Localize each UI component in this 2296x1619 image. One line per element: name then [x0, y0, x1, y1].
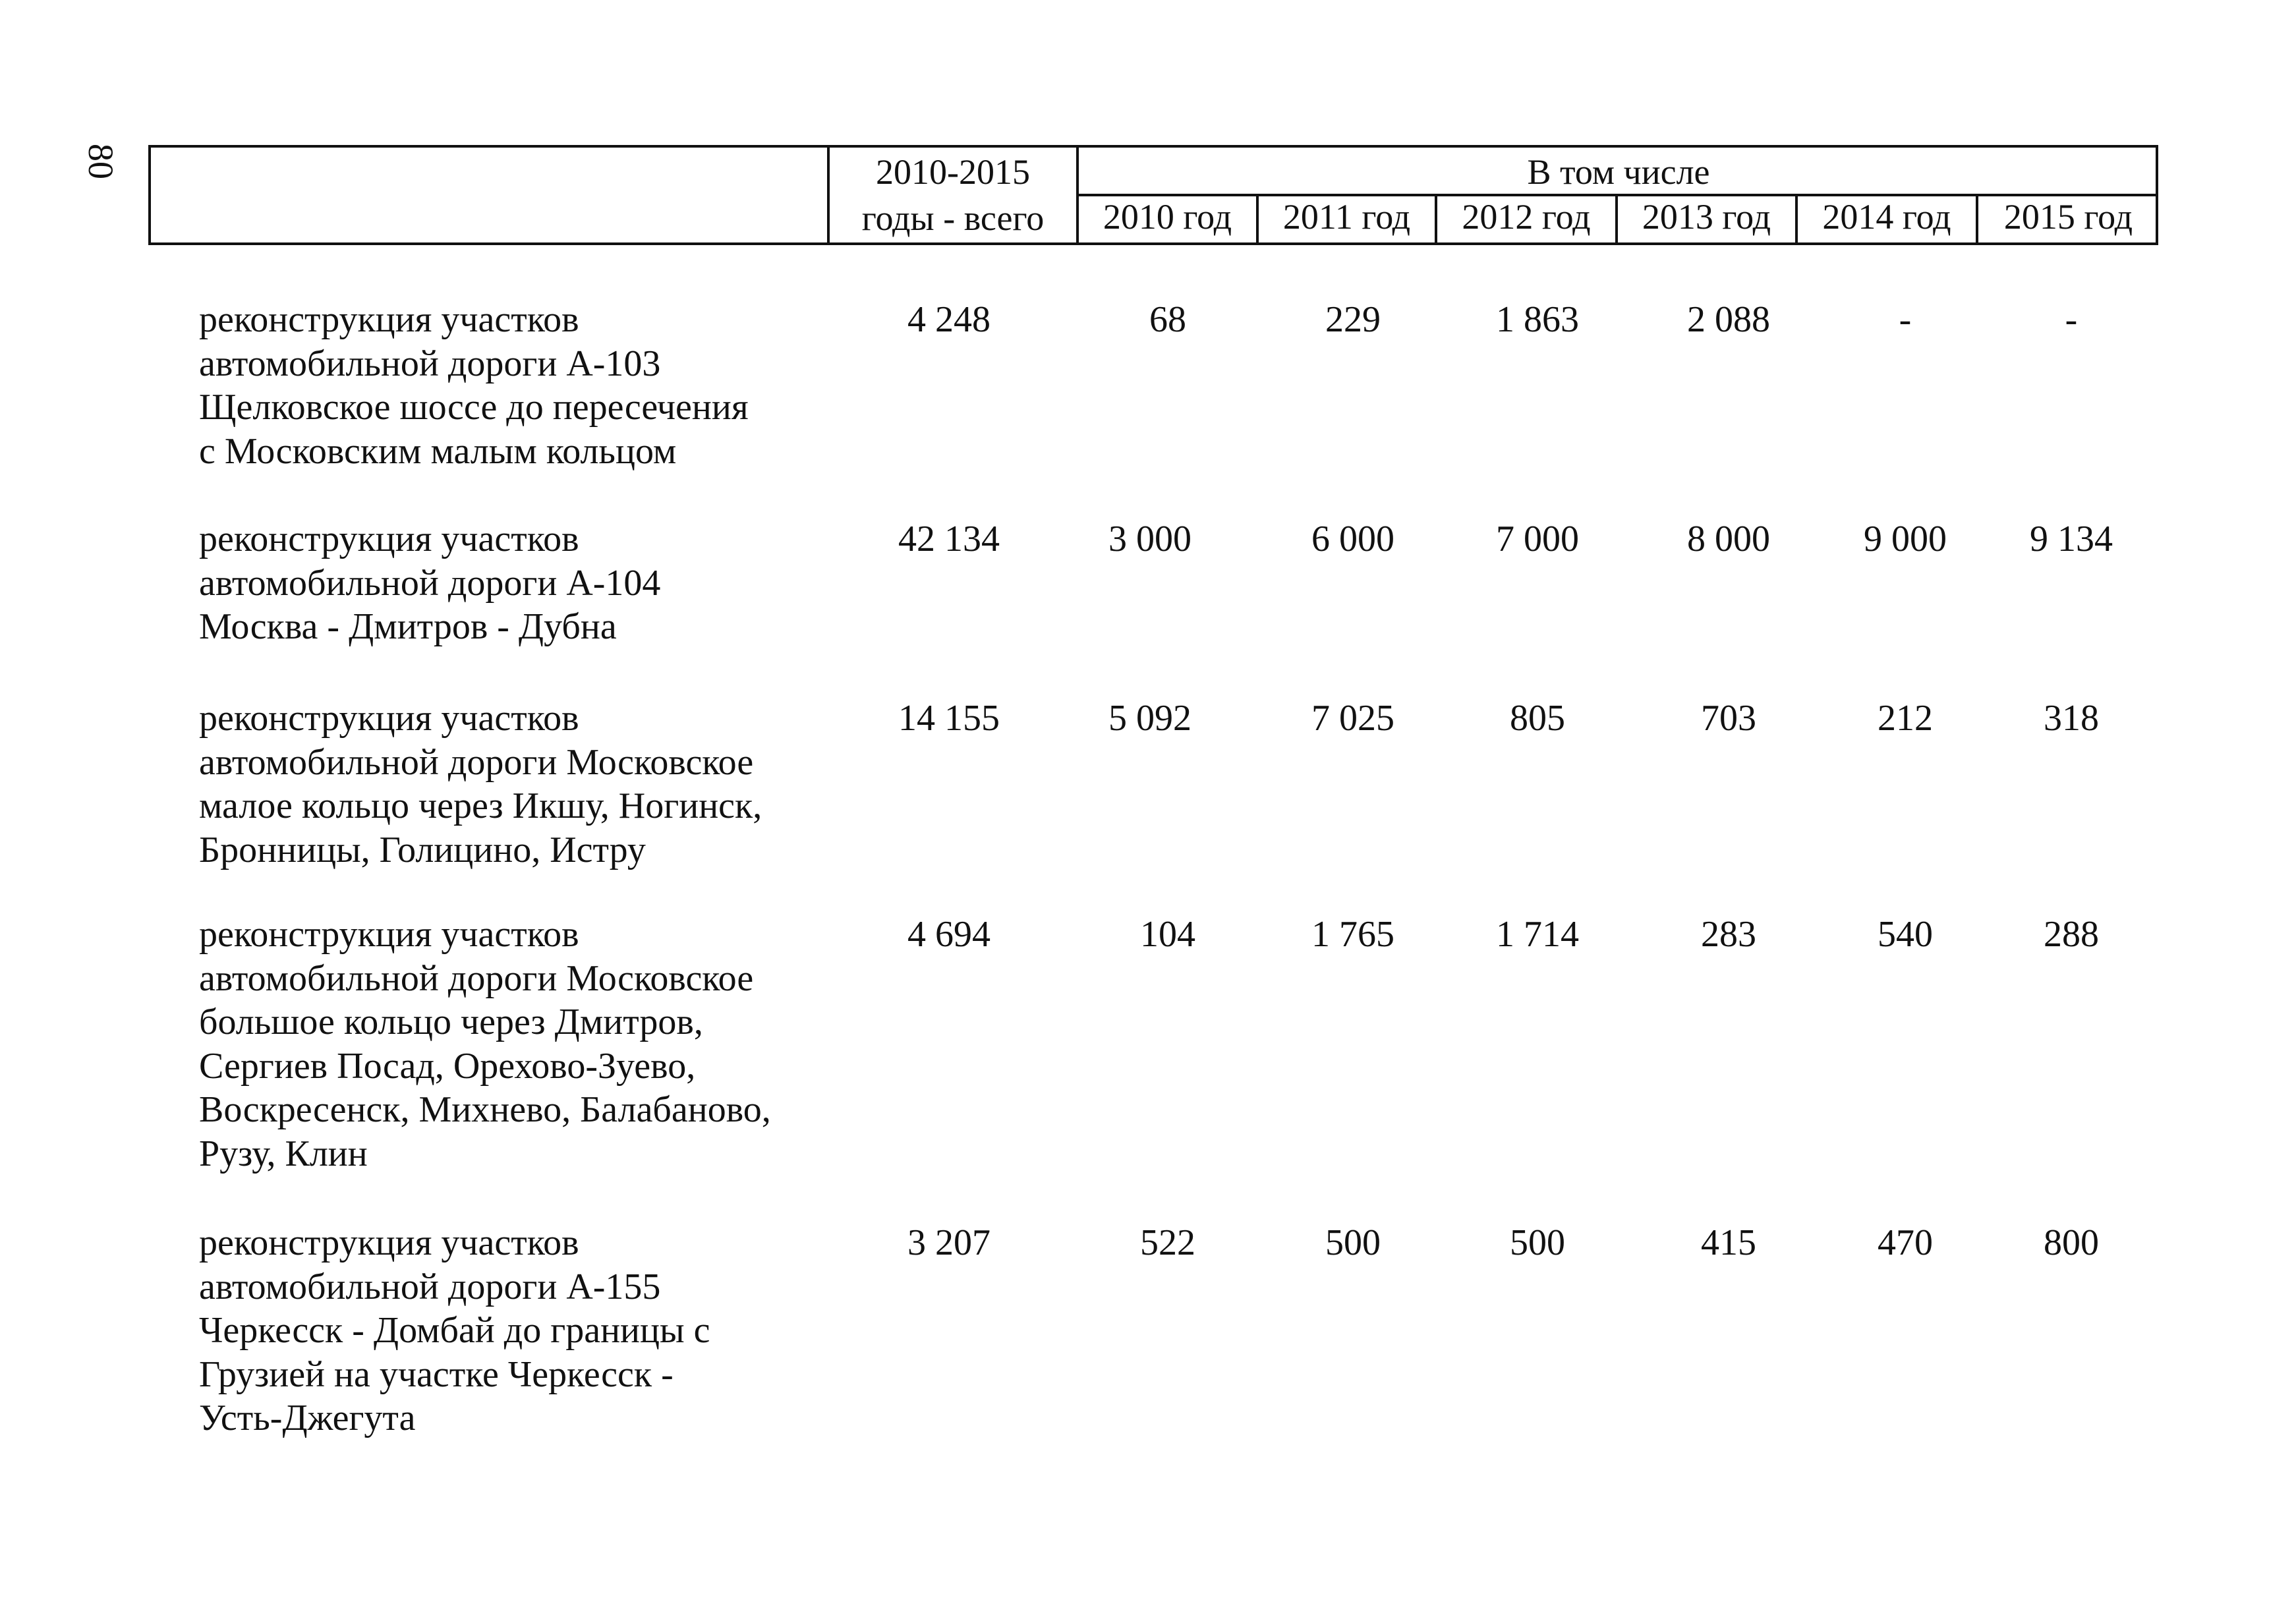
- row-value-2011: 7 025: [1311, 698, 1394, 739]
- year-header: 2013 год: [1642, 197, 1771, 237]
- row-value-2015: 318: [2044, 698, 2099, 739]
- row-value-2014: 212: [1878, 698, 1933, 739]
- row-value-2010: 104: [1140, 914, 1195, 955]
- row-value-2012: 7 000: [1496, 519, 1579, 559]
- group-header: В том числе: [1527, 152, 1710, 192]
- row-value-2013: 283: [1701, 914, 1756, 955]
- row-value-2014: -: [1899, 299, 1912, 340]
- row-total: 14 155: [898, 698, 1000, 739]
- row-value-2012: 1 863: [1496, 299, 1579, 340]
- row-value-2015: 9 134: [2030, 519, 2113, 559]
- row-label: реконструкция участков автомобильной дороги А-103 Щелковское шоссе до пересечения с Московским малым кольцом: [199, 299, 749, 472]
- row-value-2012: 1 714: [1496, 914, 1579, 955]
- row-value-2010: 68: [1149, 299, 1186, 340]
- total-header-line1: 2010-2015: [876, 152, 1030, 192]
- row-value-2013: 703: [1701, 698, 1756, 739]
- row-total: 4 694: [907, 914, 990, 955]
- year-header: 2010 год: [1103, 197, 1232, 237]
- row-label: реконструкция участков автомобильной дороги Московское малое кольцо через Икшу, Ногинск, Бронницы, Голицино, Истру: [199, 698, 762, 870]
- row-value-2011: 229: [1325, 299, 1381, 340]
- row-value-2013: 2 088: [1687, 299, 1770, 340]
- row-total: 3 207: [907, 1222, 990, 1263]
- year-header: 2011 год: [1282, 197, 1411, 237]
- row-label: реконструкция участков автомобильной дороги А-104 Москва - Дмитров - Дубна: [199, 519, 661, 647]
- year-header: 2015 год: [2003, 197, 2133, 237]
- row-value-2010: 5 092: [1108, 698, 1191, 739]
- row-label: реконструкция участков автомобильной дороги А-155 Черкесск - Домбай до границы с Грузией на участке Черкесск - Усть-Джегута: [199, 1222, 710, 1438]
- row-total: 42 134: [898, 519, 1000, 559]
- row-value-2011: 6 000: [1311, 519, 1394, 559]
- row-total: 4 248: [907, 299, 990, 340]
- table-header: [148, 145, 2158, 245]
- row-value-2013: 415: [1701, 1222, 1756, 1263]
- row-value-2012: 500: [1510, 1222, 1565, 1263]
- row-value-2014: 540: [1878, 914, 1933, 955]
- row-value-2010: 3 000: [1108, 519, 1191, 559]
- year-header: 2014 год: [1822, 197, 1951, 237]
- year-header: 2012 год: [1462, 197, 1591, 237]
- row-value-2014: 470: [1878, 1222, 1933, 1263]
- row-value-2015: -: [2065, 299, 2078, 340]
- row-value-2014: 9 000: [1864, 519, 1947, 559]
- row-value-2011: 500: [1325, 1222, 1381, 1263]
- page-number: 80: [81, 144, 121, 179]
- row-value-2012: 805: [1510, 698, 1565, 739]
- row-value-2011: 1 765: [1311, 914, 1394, 955]
- row-value-2015: 288: [2044, 914, 2099, 955]
- row-value-2010: 522: [1140, 1222, 1195, 1263]
- row-value-2015: 800: [2044, 1222, 2099, 1263]
- row-value-2013: 8 000: [1687, 519, 1770, 559]
- total-header-line2: годы - всего: [861, 198, 1045, 238]
- row-label: реконструкция участков автомобильной дороги Московское большое кольцо через Дмитров, Сергиев Посад, Орехово-Зуево, Воскресенск, Михнево, Балабаново, Рузу, Клин: [199, 914, 771, 1174]
